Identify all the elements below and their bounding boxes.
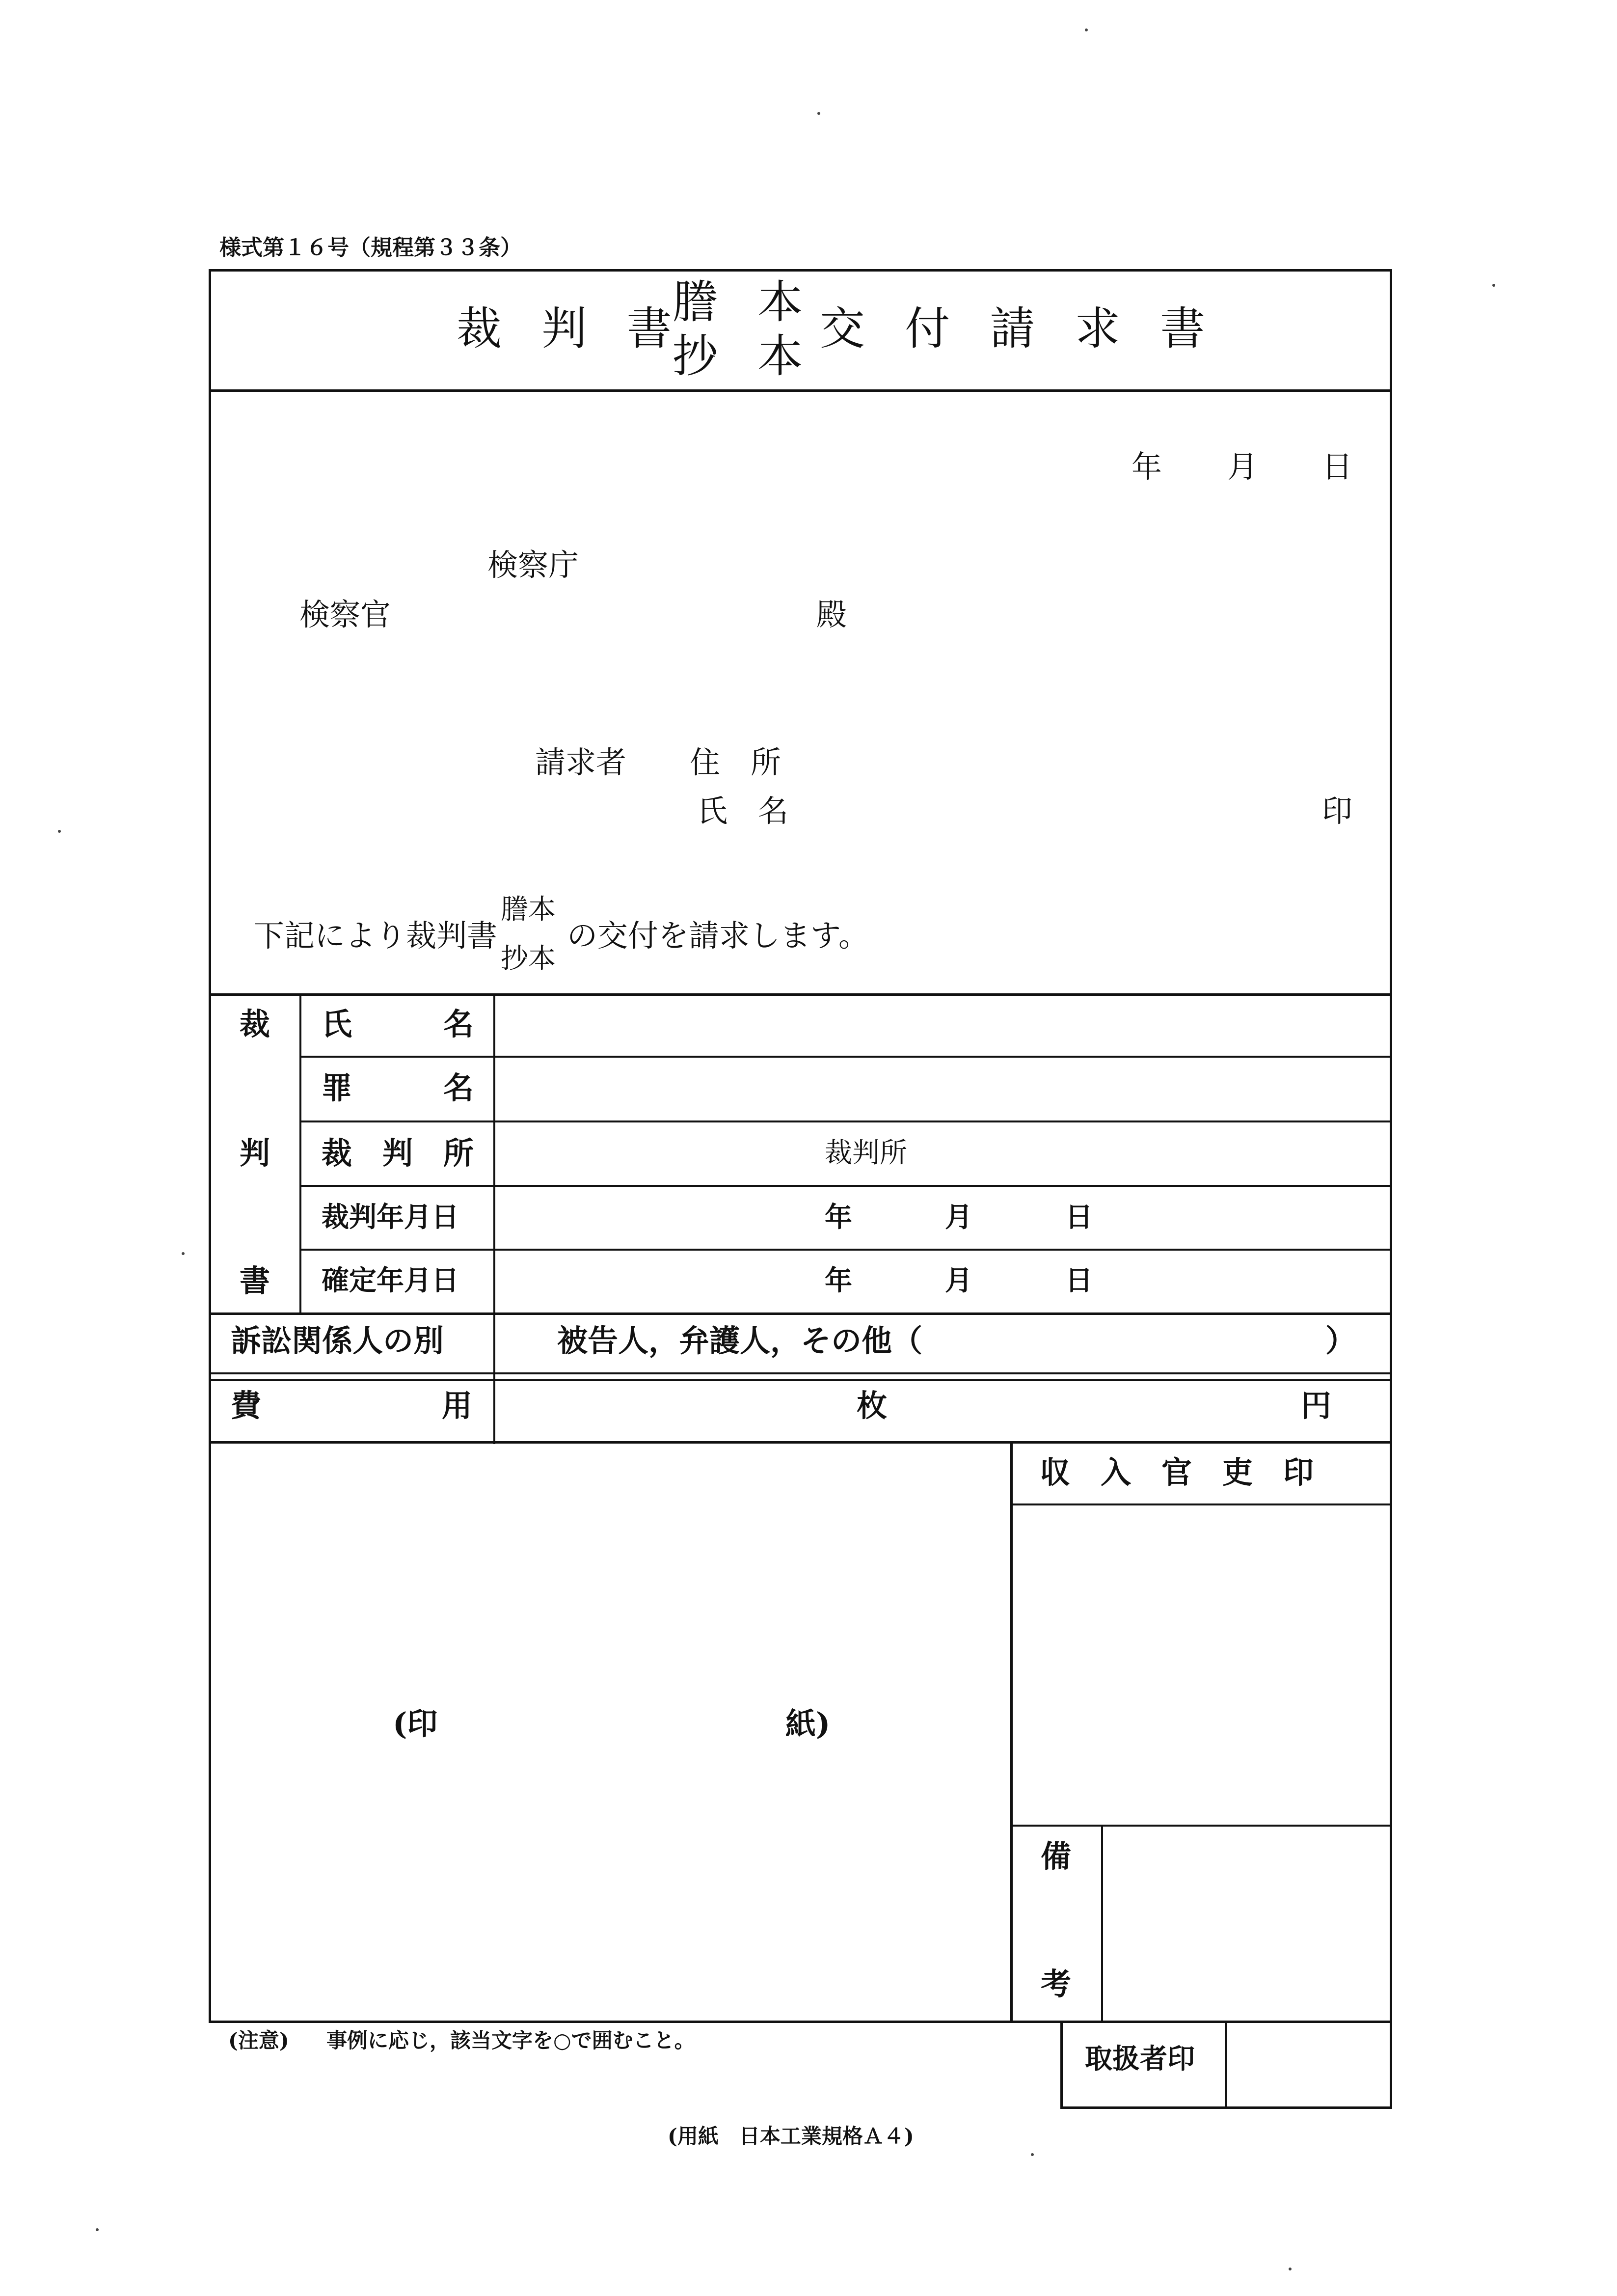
finalized-day-label: 日 xyxy=(1065,1264,1093,1297)
remarks-field[interactable] xyxy=(1105,1828,1389,2020)
scan-speck xyxy=(1085,28,1088,31)
scan-speck xyxy=(1031,2153,1034,2156)
remarks-label-lower: 考 xyxy=(1041,1966,1072,2002)
requester-name-label: 氏 名 xyxy=(697,793,789,829)
remarks-label-upper: 備 xyxy=(1041,1838,1072,1874)
request-option-shohon[interactable]: 抄本 xyxy=(501,943,556,975)
remarks-divider xyxy=(1101,1826,1103,2022)
judgment-bottom-line xyxy=(209,1312,1392,1315)
frame-bottom-left xyxy=(209,2021,1068,2023)
honorific-label: 殿 xyxy=(816,597,847,632)
paper-size-note: (用紙 日本工業規格Ａ４) xyxy=(668,2124,914,2148)
revenue-officer-seal-box[interactable] xyxy=(1013,1505,1390,1825)
finalized-month-label: 月 xyxy=(945,1264,972,1297)
row-line-3 xyxy=(300,1185,1391,1187)
frame-right xyxy=(1390,269,1392,2023)
request-sentence-before: 下記により裁判書 xyxy=(254,918,498,954)
row-label-court: 裁 判 所 xyxy=(322,1135,474,1171)
handler-seal-label: 取扱者印 xyxy=(1085,2043,1195,2075)
row-label-finalized-date: 確定年月日 xyxy=(322,1264,459,1297)
date-day-label: 日 xyxy=(1322,449,1353,485)
title-part1[interactable]: 裁 判 書 xyxy=(457,302,685,355)
row-label-judgment-date: 裁判年月日 xyxy=(322,1201,459,1233)
judgment-day-label: 日 xyxy=(1065,1201,1093,1233)
scan-speck xyxy=(58,830,61,833)
frame-top xyxy=(209,269,1392,272)
party-type-label: 訴訟関係人の別 xyxy=(231,1323,444,1359)
double-line-b xyxy=(209,1379,1392,1381)
request-sentence-after: の交付を請求します。 xyxy=(567,918,869,954)
revenue-officer-seal-label: 収 入 官 吏 印 xyxy=(1040,1454,1314,1490)
stamp-area-left-label: (印 xyxy=(393,1706,438,1742)
side-label-han: 判 xyxy=(240,1135,270,1171)
scan-speck xyxy=(182,1252,185,1255)
side-label-sai: 裁 xyxy=(240,1006,270,1042)
row-line-1 xyxy=(300,1056,1391,1058)
judgment-month-label: 月 xyxy=(945,1201,972,1233)
row-line-2 xyxy=(300,1121,1391,1122)
party-type-options[interactable]: 被告人，弁護人，その他（ xyxy=(557,1323,923,1359)
row-label-name: 氏 名 xyxy=(322,1006,474,1042)
stamp-area-right-label: 紙) xyxy=(785,1706,831,1742)
date-month-label: 月 xyxy=(1227,449,1258,485)
fee-label-right: 用 xyxy=(442,1388,473,1423)
requester-seal-mark: 印 xyxy=(1322,793,1353,829)
scan-speck xyxy=(1289,2268,1292,2270)
title-option-shohon[interactable]: 抄 本 xyxy=(673,330,816,383)
judgment-year-label: 年 xyxy=(825,1201,852,1233)
title-divider xyxy=(209,389,1392,392)
request-option-tohon[interactable]: 謄本 xyxy=(501,894,556,926)
title-option-tohon[interactable]: 謄 本 xyxy=(673,276,816,328)
finalized-year-label: 年 xyxy=(825,1264,852,1297)
form-number: 様式第１６号（規程第３３条） xyxy=(219,235,522,260)
note-label: (注意) xyxy=(228,2028,289,2052)
double-line-a xyxy=(209,1372,1392,1374)
judgment-side-divider xyxy=(299,993,301,1315)
side-label-sho: 書 xyxy=(240,1263,270,1299)
handler-seal-field[interactable] xyxy=(1227,2023,1389,2106)
scan-speck xyxy=(96,2228,99,2231)
party-type-close-paren: ） xyxy=(1325,1323,1356,1359)
fee-sheets-label: 枚 xyxy=(857,1388,888,1423)
fee-yen-label: 円 xyxy=(1301,1388,1332,1423)
date-year-label: 年 xyxy=(1132,449,1162,485)
court-suffix: 裁判所 xyxy=(825,1137,907,1169)
handler-box-bottom xyxy=(1060,2106,1392,2109)
row-line-4 xyxy=(300,1249,1391,1251)
handler-box-left xyxy=(1060,2021,1063,2109)
note-text: 事例に応じ，該当文字を○で囲むこと。 xyxy=(326,2028,695,2052)
handler-box-right xyxy=(1390,2021,1392,2109)
scan-speck xyxy=(817,112,820,115)
title-part2[interactable]: 交 付 請 求 書 xyxy=(820,302,1218,355)
row-label-charge: 罪 名 xyxy=(322,1070,474,1106)
requester-label: 請求者 xyxy=(535,744,627,780)
requester-address-label: 住 所 xyxy=(690,744,782,780)
fee-label-left: 費 xyxy=(231,1388,262,1423)
scan-speck xyxy=(1492,284,1495,287)
prosecutor-office-label: 検察庁 xyxy=(487,547,579,583)
revenue-stamp-area[interactable] xyxy=(211,1444,1010,2021)
judgment-top-line xyxy=(209,993,1392,996)
label-column-divider xyxy=(493,993,495,1444)
remarks-top-line xyxy=(1011,1825,1391,1827)
prosecutor-label: 検察官 xyxy=(299,597,391,632)
handler-box-divider xyxy=(1225,2021,1227,2109)
